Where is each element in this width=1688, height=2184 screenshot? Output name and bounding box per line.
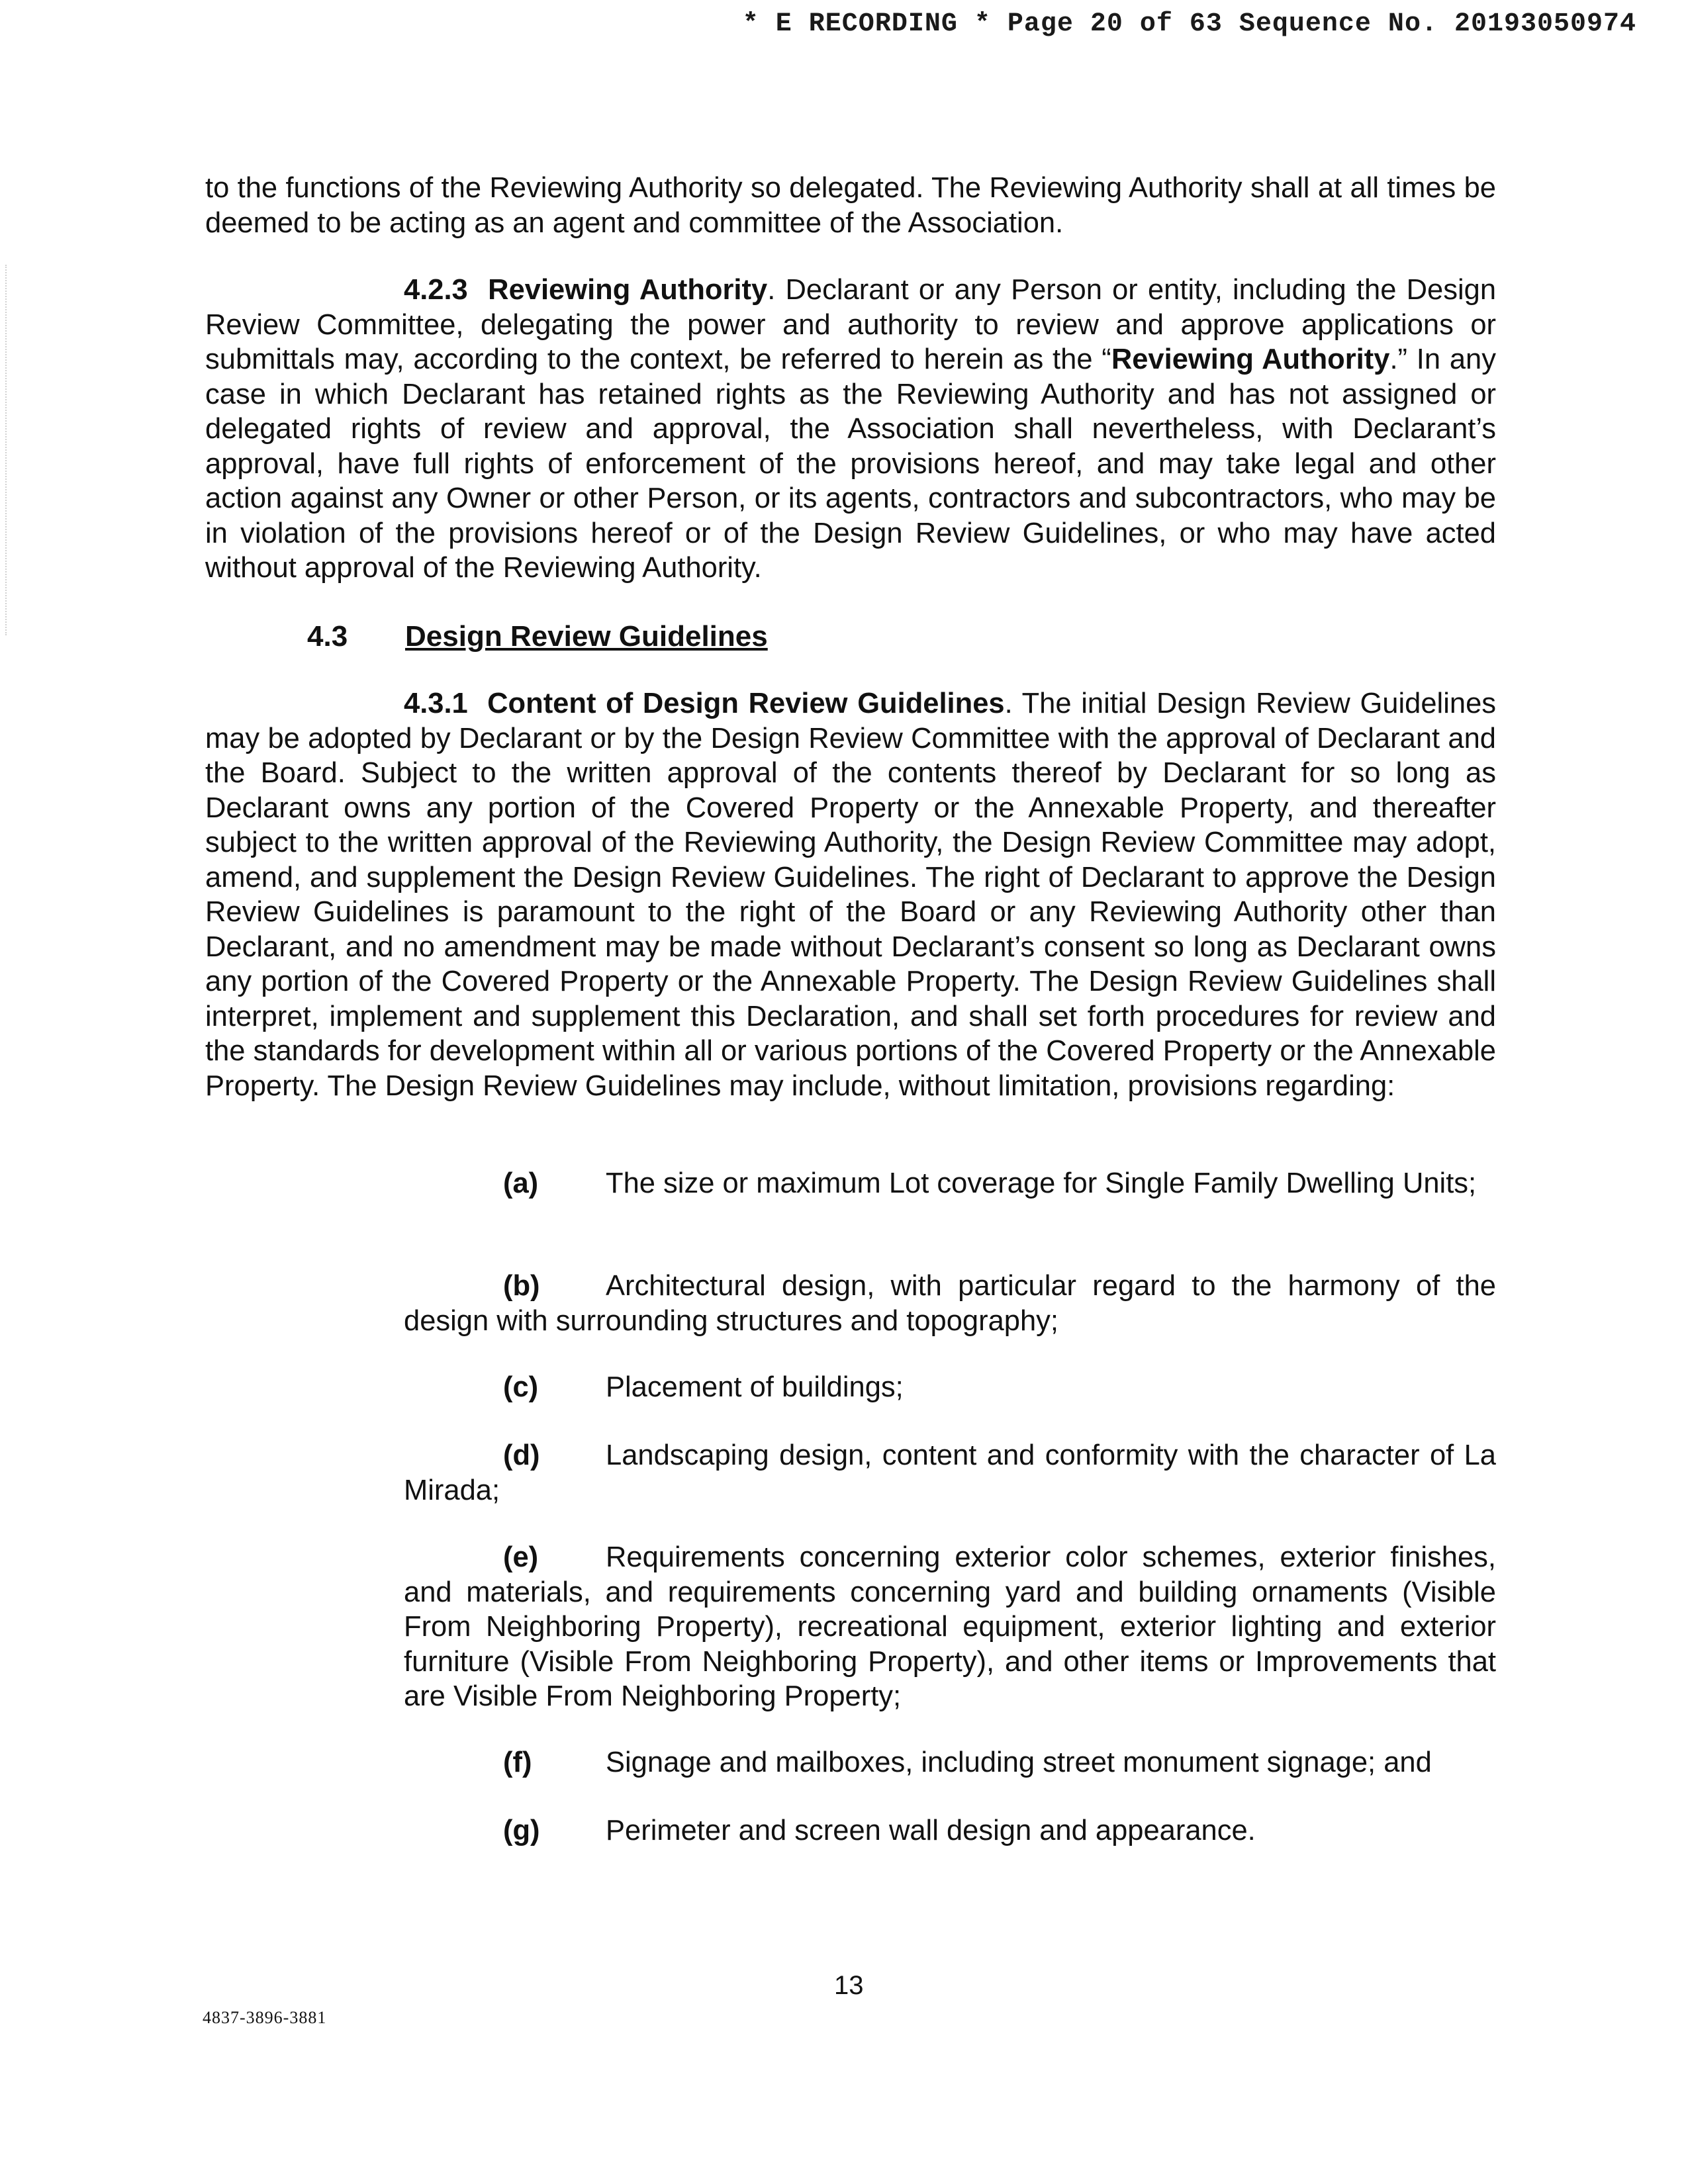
list-item-label: (a) (503, 1167, 539, 1199)
section-4-3-1-paragraph (205, 686, 1496, 1103)
defined-term-reviewing-authority: Reviewing Authority (1111, 343, 1390, 375)
continuation-paragraph: to the functions of the Reviewing Authority so delegated. The Reviewing Authority shall at all times be deemed to be acting as an agent and committee of the Association. (205, 172, 1496, 239)
page-number: 13 (834, 1971, 864, 2000)
list-item-b (404, 1269, 1496, 1338)
section-4-2-3-paragraph (205, 273, 1496, 586)
list-item-text: Signage and mailboxes, including street monument signage; and (606, 1747, 1432, 1778)
list-item-label: (c) (503, 1371, 539, 1403)
section-4-3-1-number: 4.3.1 (404, 688, 468, 719)
section-4-3-title: Design Review Guidelines (405, 620, 768, 653)
list-item-g (404, 1813, 1496, 1848)
section-4-3-number: 4.3 (307, 620, 348, 653)
list-item-label: (g) (503, 1815, 540, 1846)
list-item-a (404, 1166, 1496, 1201)
section-4-3-1-heading: Content of Design Review Guidelines (487, 688, 1005, 719)
list-item-label: (d) (503, 1439, 540, 1471)
recording-header: * E RECORDING * Page 20 of 63 Sequence No. 20193050974 (742, 9, 1636, 39)
list-item-e (404, 1540, 1496, 1714)
list-item-label: (b) (503, 1270, 540, 1302)
list-item-f (404, 1745, 1496, 1780)
list-item-c (404, 1370, 1496, 1405)
document-id: 4837-3896-3881 (203, 2008, 327, 2027)
list-item-text: Architectural design, with particular regard to the harmony of the design with surrounding structures and topography; (404, 1270, 1496, 1337)
list-item-label: (e) (503, 1541, 539, 1573)
section-4-3-1-text: . The initial Design Review Guidelines may be adopted by Declarant or by the Design Review Committee with the approval of Declarant and the Board. Subject to the written approval of the contents thereof by Declarant for so long as Declarant owns any portion of the Covered Property or the Annexable Property, and thereafter subject to the written approval of the Reviewing Authority, the Design Review Committee may adopt, amend, and supplement the Design Review Guidelines. The right of Declarant to approve the Design Review Guidelines is paramount to the right of the Board or any Reviewing Authority other than Declarant, and no amendment may be made without Declarant’s consent so long as Declarant owns any portion of the Covered Property or the Annexable Property. The Design Review Guidelines shall interpret, implement and supplement this Declaration, and shall set forth procedures for review and the standards for development within all or various portions of the Covered Property or the Annexable Property. The Design Review Guidelines may include, without limitation, provisions regarding: (205, 688, 1497, 1102)
scan-artifact (5, 265, 9, 635)
list-item-text: Requirements concerning exterior color schemes, exterior finishes, and materials, and requirements concerning yard and building ornaments (Visible From Neighboring Property), recreational equipment, exterior lighting and exterior furniture (Visible From Neighboring Property), and other items or Improvements that are Visible From Neighboring Property; (404, 1541, 1496, 1712)
list-item-label: (f) (503, 1747, 532, 1778)
section-4-2-3-text-2: .” In any case in which Declarant has retained rights as the Reviewing Authority and has not assigned or delegated rights of review and approval, the Association shall nevertheless, with Declarant’s approval, have full rights of enforcement of the provisions hereof, and may take legal and other action against any Owner or other Person, or its agents, contractors and subcontractors, who may be in violation of the provisions hereof or of the Design Review Guidelines, or who may have acted without approval of the Reviewing Authority. (205, 343, 1496, 584)
list-item-text: Placement of buildings; (606, 1371, 904, 1403)
section-4-2-3-text-1: . Declarant or any Person or entity, including the Design Review Committee, delegating the power and authority to review and approve applications or submittals may, according to the context, be referred to herein as the “ (205, 274, 1497, 375)
list-item-d (404, 1438, 1496, 1508)
section-4-2-3-number: 4.2.3 (404, 274, 468, 306)
section-4-2-3-heading: Reviewing Authority (488, 274, 768, 306)
list-item-text: The size or maximum Lot coverage for Single Family Dwelling Units; (606, 1167, 1477, 1199)
list-item-text: Landscaping design, content and conformity with the character of La Mirada; (404, 1439, 1496, 1506)
list-item-text: Perimeter and screen wall design and appearance. (606, 1815, 1256, 1846)
